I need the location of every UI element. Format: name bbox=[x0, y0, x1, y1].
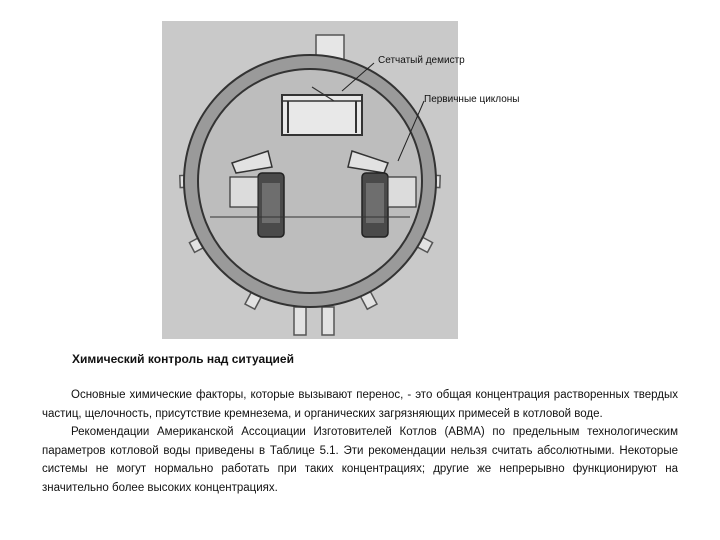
boiler-drum-diagram bbox=[162, 21, 458, 339]
mesh-demister bbox=[282, 87, 362, 135]
cyclones-label: Первичные циклоны bbox=[424, 94, 520, 105]
section-heading: Химический контроль над ситуацией bbox=[72, 352, 294, 366]
paragraph-2: Рекомендации Американской Ассоциации Изготовителей Котлов (ABMA) по предельным технологическим параметров котловой воды приведены в Таблице 5.1. Эти рекомендации нельзя считать абсолютными. Некоторые системы не могут нормально работать при таких концентрациях; другие же непрерывно функционируют на значительно более высоких концентрациях. bbox=[42, 426, 678, 494]
paragraph-1: Основные химические факторы, которые вызывают перенос, - это общая концентрация растворенных твердых частиц, щелочность, присутствие кремнезема, и органических загрязняющих примесей в котловой воде. bbox=[42, 389, 678, 420]
body-text bbox=[42, 386, 678, 497]
demister-label: Сетчатый демистр bbox=[378, 55, 465, 66]
